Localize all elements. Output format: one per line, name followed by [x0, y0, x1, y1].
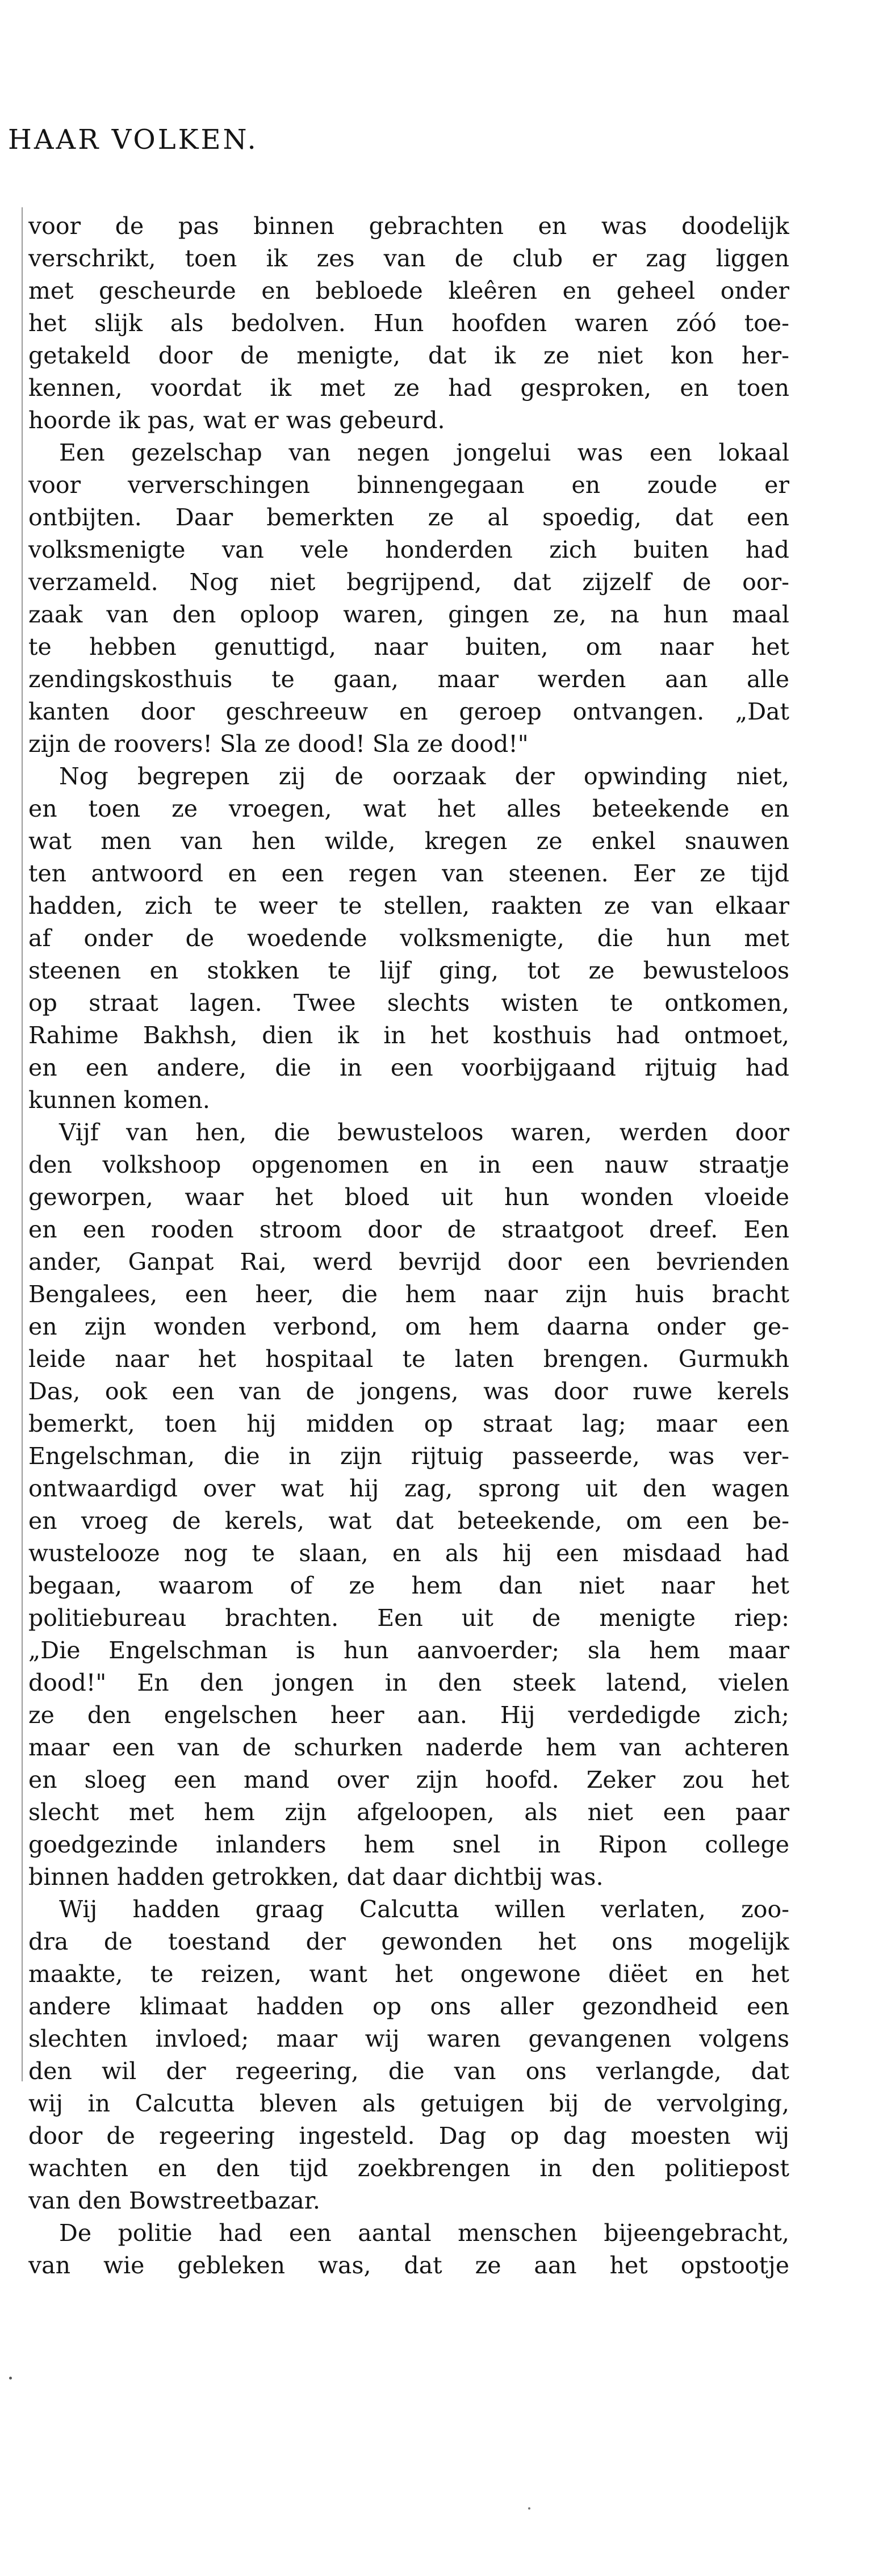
body-text: [28, 210, 789, 2282]
text-line: kennen, voordat ik met ze had gesproken, en toen: [28, 374, 789, 402]
text-line: verschrikt, toen ik zes van de club er zag liggen: [28, 245, 789, 272]
text-line: zaak van den oploop waren, gingen ze, na hun maal: [28, 601, 789, 628]
text-line: andere klimaat hadden op ons aller gezondheid een: [28, 1993, 789, 2020]
text-line: het slijk als bedolven. Hun hoofden waren zóó toe-: [28, 310, 789, 337]
text-line: door de regeering ingesteld. Dag op dag moesten wij: [28, 2122, 789, 2150]
text-line: en zijn wonden verbond, om hem daarna onder ge-: [28, 1313, 789, 1340]
text-line: te hebben genuttigd, naar buiten, om naar het: [28, 633, 789, 660]
text-line: maar een van de schurken naderde hem van achteren: [28, 1734, 789, 1761]
text-line: ontbijten. Daar bemerkten ze al spoedig, dat een: [28, 504, 789, 531]
text-line: dood!" En den jongen in den steek latend, vielen: [28, 1669, 789, 1696]
text-line: zijn de roovers! Sla ze dood! Sla ze dood!": [28, 730, 529, 758]
text-line: leide naar het hospitaal te laten brengen. Gurmukh: [28, 1345, 789, 1373]
text-line: getakeld door de menigte, dat ik ze niet kon her-: [28, 342, 789, 369]
text-line: Wij hadden graag Calcutta willen verlaten, zoo-: [59, 1896, 789, 1923]
text-line: kunnen komen.: [28, 1086, 210, 1114]
text-line: ander, Ganpat Rai, werd bevrijd door een bevrienden: [28, 1248, 789, 1276]
text-line: wustelooze nog te slaan, en als hij een misdaad had: [28, 1540, 789, 1567]
print-speck: [528, 2507, 530, 2510]
text-line: Rahime Bakhsh, dien ik in het kosthuis had ontmoet,: [28, 1022, 789, 1049]
text-line: volksmenigte van vele honderden zich buiten had: [28, 536, 789, 563]
text-line: politiebureau brachten. Een uit de menigte riep:: [28, 1604, 789, 1632]
text-line: verzameld. Nog niet begrijpend, dat zijzelf de oor-: [28, 568, 789, 596]
text-line: Das, ook een van de jongens, was door ruwe kerels: [28, 1378, 789, 1405]
text-line: af onder de woedende volksmenigte, die hun met: [28, 925, 789, 952]
text-line: en een rooden stroom door de straatgoot dreef. Een: [28, 1216, 789, 1243]
text-line: hadden, zich te weer te stellen, raakten ze van elkaar: [28, 892, 789, 919]
text-line: en toen ze vroegen, wat het alles beteekende en: [28, 795, 789, 822]
paragraph: [28, 437, 789, 760]
paragraph: [28, 1893, 789, 2217]
text-line: goedgezinde inlanders hem snel in Ripon college: [28, 1831, 789, 1858]
text-line: wachten en den tijd zoekbrengen in den politiepost: [28, 2155, 789, 2182]
text-line: Engelschman, die in zijn rijtuig passeerde, was ver-: [28, 1442, 789, 1470]
text-line: bemerkt, toen hij midden op straat lag; maar een: [28, 1410, 789, 1437]
text-line: van wie gebleken was, dat ze aan het opstootje: [28, 2252, 789, 2279]
text-line: „Die Engelschman is hun aanvoerder; sla hem maar: [28, 1637, 789, 1664]
text-line: kanten door geschreeuw en geroep ontvangen. „Dat: [28, 698, 789, 725]
text-line: met gescheurde en bebloede kleêren en geheel onder: [28, 277, 789, 304]
text-line: De politie had een aantal menschen bijeengebracht,: [59, 2219, 789, 2247]
text-line: voor de pas binnen gebrachten en was doodelijk: [28, 212, 789, 240]
text-line: dra de toestand der gewonden het ons mogelijk: [28, 1928, 789, 1955]
text-line: wat men van hen wilde, kregen ze enkel snauwen: [28, 827, 789, 855]
text-line: van den Bowstreetbazar.: [28, 2187, 320, 2214]
text-line: zendingskosthuis te gaan, maar werden aan alle: [28, 666, 789, 693]
text-line: binnen hadden getrokken, dat daar dichtbij was.: [28, 1863, 604, 1891]
text-line: begaan, waarom of ze hem dan niet naar het: [28, 1572, 789, 1599]
text-line: slechten invloed; maar wij waren gevangenen volgens: [28, 2025, 789, 2052]
text-line: Nog begrepen zij de oorzaak der opwinding niet,: [59, 763, 789, 790]
text-line: geworpen, waar het bloed uit hun wonden vloeide: [28, 1184, 789, 1211]
paragraph: [28, 1116, 789, 1893]
text-line: en een andere, die in een voorbijgaand rijtuig had: [28, 1054, 789, 1081]
text-line: Bengalees, een heer, die hem naar zijn huis bracht: [28, 1281, 789, 1308]
text-line: Vijf van hen, die bewusteloos waren, werden door: [59, 1119, 789, 1146]
text-line: ze den engelschen heer aan. Hij verdedigde zich;: [28, 1701, 789, 1729]
paragraph: [28, 210, 789, 437]
text-line: op straat lagen. Twee slechts wisten te ontkomen,: [28, 989, 789, 1017]
text-line: voor ververschingen binnengegaan en zoude er: [28, 471, 789, 499]
column-rule: [22, 207, 23, 2081]
text-line: Een gezelschap van negen jongelui was een lokaal: [59, 439, 789, 466]
text-line: den volkshoop opgenomen en in een nauw straatje: [28, 1151, 789, 1178]
text-line: hoorde ik pas, wat er was gebeurd.: [28, 407, 445, 434]
text-line: ontwaardigd over wat hij zag, sprong uit den wagen: [28, 1475, 789, 1502]
paragraph: [28, 760, 789, 1116]
margin-mark: [9, 2377, 12, 2380]
text-line: ten antwoord en een regen van steenen. Eer ze tijd: [28, 860, 789, 887]
text-line: en sloeg een mand over zijn hoofd. Zeker zou het: [28, 1766, 789, 1793]
text-line: steenen en stokken te lijf ging, tot ze bewusteloos: [28, 957, 789, 984]
text-line: en vroeg de kerels, wat dat beteekende, om een be-: [28, 1507, 789, 1534]
text-line: den wil der regeering, die van ons verlangde, dat: [28, 2058, 789, 2085]
text-line: maakte, te reizen, want het ongewone diëet en het: [28, 1960, 789, 1988]
text-line: wij in Calcutta bleven als getuigen bij de vervolging,: [28, 2090, 789, 2117]
text-line: slecht met hem zijn afgeloopen, als niet een paar: [28, 1799, 789, 1826]
running-head: HAAR VOLKEN.: [8, 124, 258, 156]
paragraph: [28, 2217, 789, 2282]
